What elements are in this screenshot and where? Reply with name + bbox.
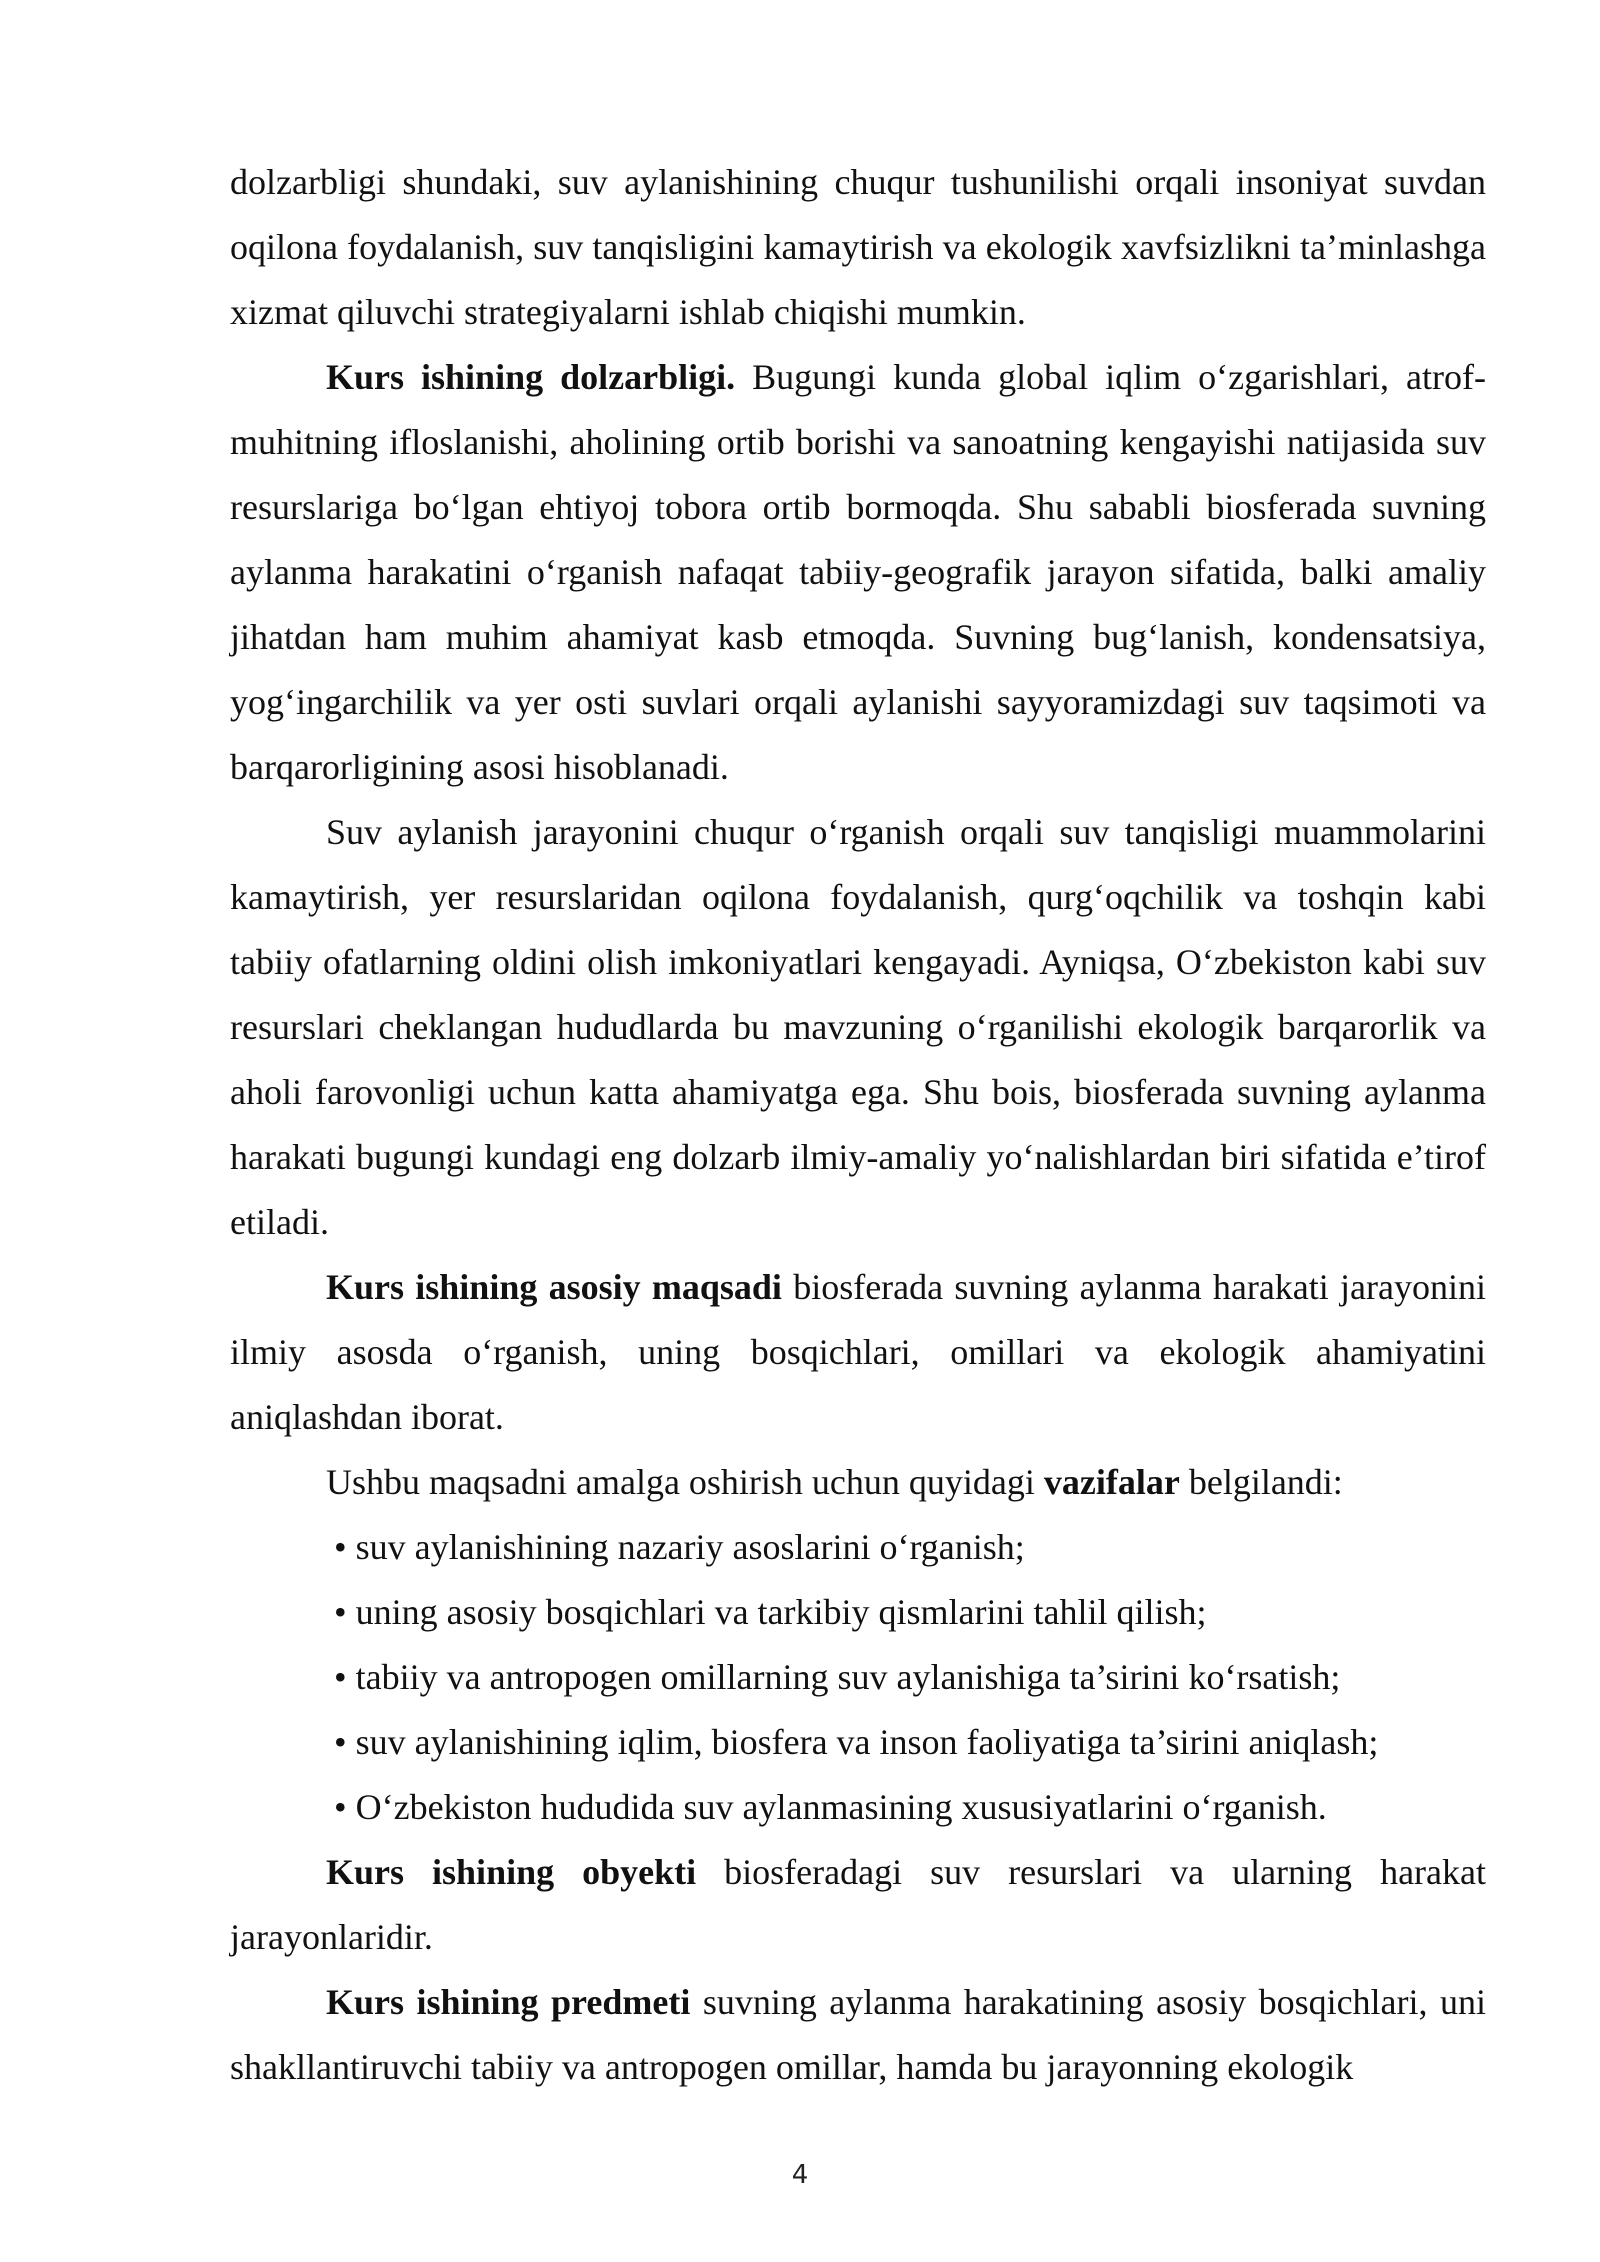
paragraph-text: belgilandi: bbox=[1179, 1462, 1343, 1502]
paragraph-text: biosferada suvning aylanma harakati jarayonini ilmiy asosda o‘rganish, uning bosqichlari, omillari va ekologik ahamiyatini aniqlashdan iborat. bbox=[230, 1267, 1486, 1437]
paragraph-text: Ushbu maqsadni amalga oshirish uchun quyidagi bbox=[326, 1462, 1044, 1502]
task-list bbox=[230, 1515, 1486, 1840]
paragraph-text: Bugungi kunda global iqlim o‘zgarishlari, atrof-muhitning ifloslanishi, aholining ortib borishi va sanoatning kengayishi natijasida suv resurslariga bo‘lgan ehtiyoj tobora ortib bormoqda. Shu sababli biosferada suvning aylanma harakatini o‘rganish nafaqat tabiiy-geografik jarayon sifatida, balki amaliy jihatdan ham muhim ahamiyat kasb etmoqda. Suvning bug‘lanish, kondensatsiya, yog‘ingarchilik va yer osti suvlari orqali aylanishi sayyoramizdagi suv taqsimoti va barqarorligining asosi hisoblanadi. bbox=[230, 357, 1487, 787]
list-item: • suv aylanishining nazariy asoslarini o‘rganish; bbox=[334, 1527, 1025, 1567]
paragraph-text: suvning aylanma harakatining asosiy bosqichlari, uni shakllantiruvchi tabiiy va antropogen omillar, hamda bu jarayonning ekologik bbox=[230, 1982, 1486, 2087]
paragraph-main-goal bbox=[230, 1255, 1486, 1450]
list-item: • suv aylanishining iqlim, biosfera va inson faoliyatiga ta’sirini aniqlash; bbox=[334, 1722, 1379, 1762]
paragraph-intro-continuation bbox=[230, 150, 1486, 345]
paragraph-relevance bbox=[230, 345, 1486, 800]
paragraph-text: dolzarbligi shundaki, suv aylanishining chuqur tushunilishi orqali insoniyat suvdan oqilona foydalanish, suv tanqisligini kamaytirish va ekologik xavfsizlikni ta’minlashga xizmat qiluvchi strategiyalarni ishlab chiqishi mumkin. bbox=[230, 162, 1486, 332]
page-number: 4 bbox=[791, 2160, 809, 2190]
heading-tasks: vazifalar bbox=[1043, 1462, 1180, 1502]
paragraph-subject bbox=[230, 1970, 1486, 2100]
list-item: • tabiiy va antropogen omillarning suv aylanishiga ta’sirini ko‘rsatish; bbox=[334, 1657, 1341, 1697]
heading-object: Kurs ishining obyekti bbox=[326, 1852, 697, 1892]
paragraph-text: biosferadagi suv resurslari va ularning harakat jarayonlaridir. bbox=[230, 1852, 1486, 1957]
paragraph-object bbox=[230, 1840, 1486, 1970]
document-page bbox=[230, 150, 1486, 2100]
list-item: • uning asosiy bosqichlari va tarkibiy qismlarini tahlil qilish; bbox=[334, 1592, 1207, 1632]
heading-relevance: Kurs ishining dolzarbligi. bbox=[326, 357, 736, 397]
paragraph-text: Suv aylanish jarayonini chuqur o‘rganish orqali suv tanqisligi muammolarini kamaytirish, yer resurslaridan oqilona foydalanish, qurg‘oqchilik va toshqin kabi tabiiy ofatlarning oldini olish imkoniyatlari kengayadi. Ayniqsa, O‘zbekiston kabi suv resurslari cheklangan hududlarda bu mavzuning o‘rganilishi ekologik barqarorlik va aholi farovonligi uchun katta ahamiyatga ega. Shu bois, biosferada suvning aylanma harakati bugungi kundagi eng dolzarb ilmiy-amaliy yo‘nalishlardan biri sifatida e’tirof etiladi. bbox=[230, 812, 1486, 1242]
heading-main-goal: Kurs ishining asosiy maqsadi bbox=[326, 1267, 782, 1307]
heading-subject: Kurs ishining predmeti bbox=[326, 1982, 691, 2022]
list-item: • O‘zbekiston hududida suv aylanmasining xususiyatlarini o‘rganish. bbox=[334, 1787, 1327, 1827]
paragraph-tasks-intro bbox=[230, 1450, 1486, 1515]
paragraph-water-cycle-study bbox=[230, 800, 1486, 1255]
